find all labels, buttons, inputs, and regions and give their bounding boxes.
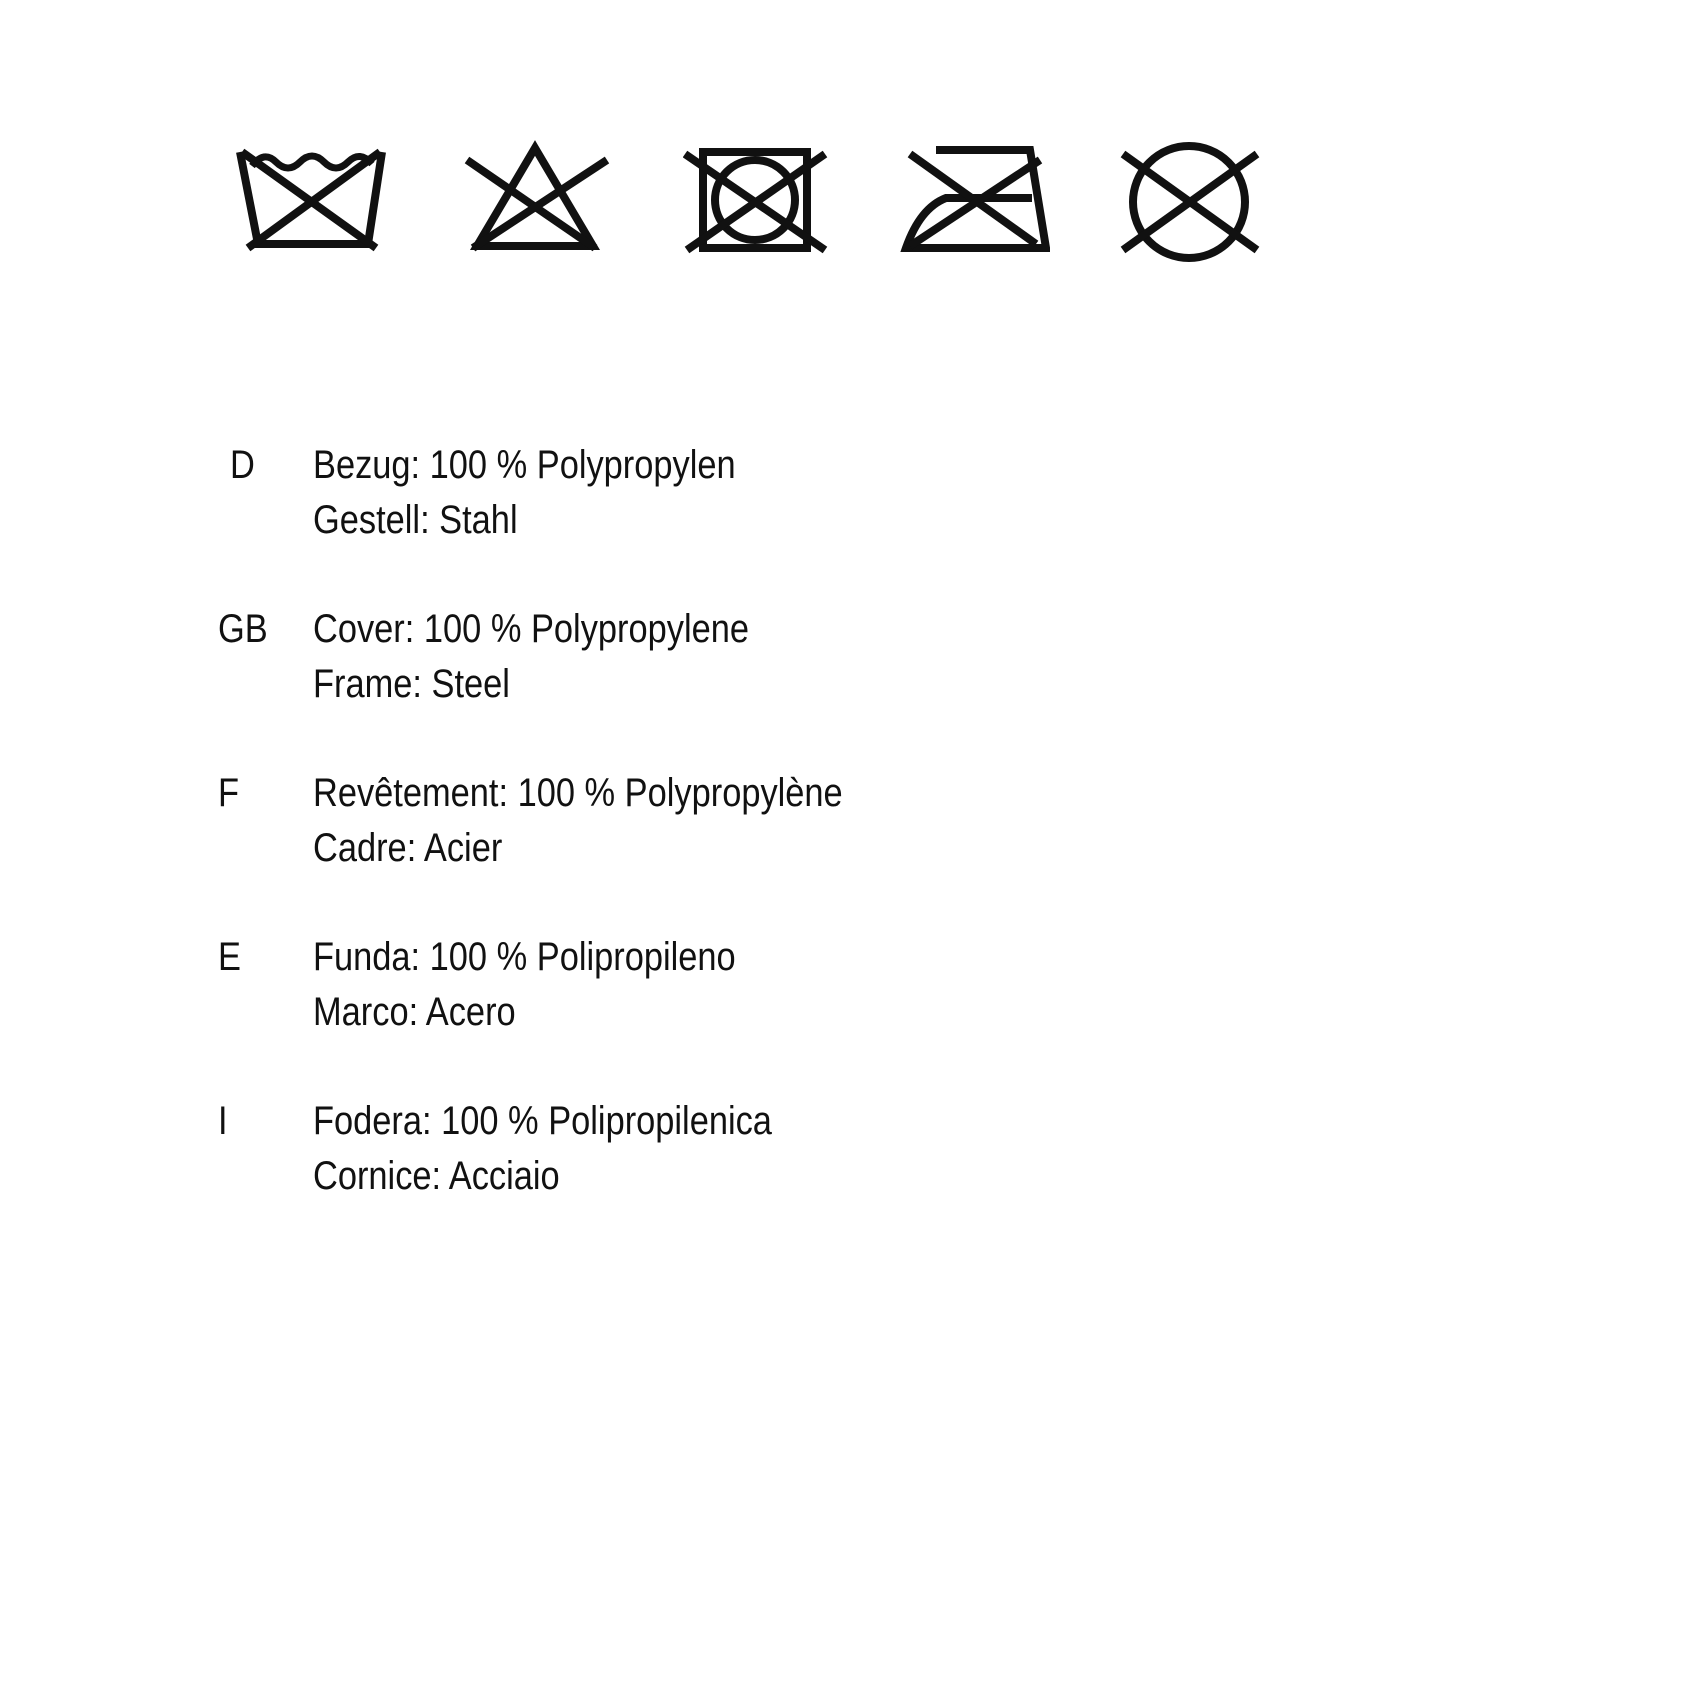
language-code: I [218,1099,228,1143]
do-not-wash-icon [236,140,386,270]
language-code: GB [218,607,268,651]
frame-material: Cadre: Acier [313,826,503,870]
do-not-iron-icon [900,140,1050,270]
do-not-tumble-dry-icon [683,140,833,270]
language-block-es [218,930,1418,1094]
care-symbols-row [220,140,1280,280]
cover-material: Funda: 100 % Polipropileno [313,935,736,979]
cover-material: Revêtement: 100 % Polypropylène [313,771,843,815]
language-block-fr [218,766,1418,930]
cover-material: Cover: 100 % Polypropylene [313,607,749,651]
language-code: E [218,935,241,979]
cover-material: Fodera: 100 % Polipropilenica [313,1099,772,1143]
material-composition-list [218,438,1418,1258]
frame-material: Gestell: Stahl [313,498,518,542]
frame-material: Frame: Steel [313,662,510,706]
do-not-bleach-icon [463,140,613,270]
language-block-de [218,438,1418,602]
language-block-it [218,1094,1418,1258]
language-block-gb [218,602,1418,766]
frame-material: Cornice: Acciaio [313,1154,560,1198]
do-not-dry-clean-icon [1117,140,1267,270]
frame-material: Marco: Acero [313,990,516,1034]
cover-material: Bezug: 100 % Polypropylen [313,443,736,487]
language-code: D [230,443,255,487]
language-code: F [218,771,240,815]
